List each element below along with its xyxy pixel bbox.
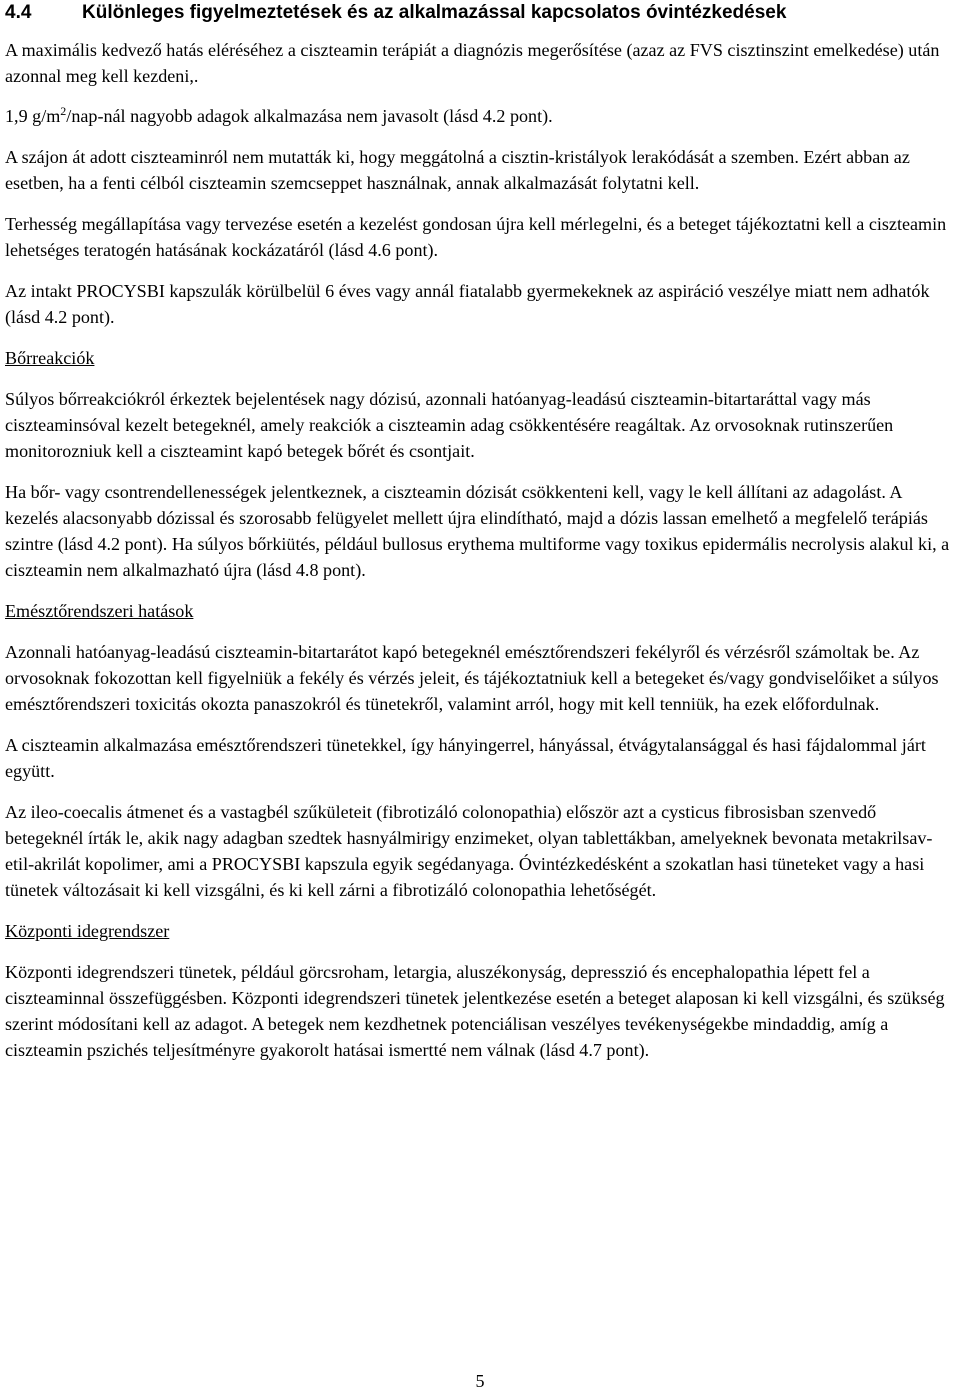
dose-text-rest: /nap-nál nagyobb adagok alkalmazása nem javasolt (lásd 4.2 pont). xyxy=(66,106,553,126)
paragraph-therapy-start: A maximális kedvező hatás eléréséhez a ciszteamin terápiát a diagnózis megerősítése (azaz az FVS cisztinszint emelkedése) után azonnal meg kell kezdeni,. xyxy=(5,40,940,86)
paragraph-gi-3: Az ileo-coecalis átmenet és a vastagbél szűkületeit (fibrotizáló colonopathia) először azt a cysticus fibrosisban szenvedő betegeknél írták le, akik nagy adagban szedtek hasnyálmirigy enzimeket, olyan tablettákban, amelyeknek bevonata metakrilsav-etil-akrilát kopolimer, ami a PROCYSBI kapszula egyik segédanyaga. Óvintézkedésként a szokatlan hasi tüneteket vagy a hasi tünetek változásait ki kell vizsgálni, és ki kell zárni a fibrotizáló colonopathia lehetőségét. xyxy=(5,802,933,900)
paragraph-dose-limit xyxy=(5,103,957,129)
section-heading xyxy=(5,0,957,26)
dose-superscript: 2 xyxy=(60,103,67,118)
section-number: 4.4 xyxy=(5,2,32,23)
paragraph-pregnancy: Terhesség megállapítása vagy tervezése esetén a kezelést gondosan újra kell mérlegelni, és a beteget tájékoztatni kell a ciszteamin lehetséges teratogén hatásának kockázatáról (lásd 4.6 pont). xyxy=(5,214,947,260)
dose-text: 1,9 g/m xyxy=(5,106,61,126)
section-title: Különleges figyelmeztetések és az alkalmazással kapcsolatos óvintézkedések xyxy=(82,2,787,23)
paragraph-gi-2: A ciszteamin alkalmazása emésztőrendszeri tünetekkel, így hányingerrel, hányással, étvágytalansággal és hasi fájdalommal járt együtt. xyxy=(5,735,926,781)
paragraph-capsules-children: Az intakt PROCYSBI kapszulák körülbelül 6 éves vagy annál fiatalabb gyermekeknek az aspiráció veszélye miatt nem adhatók (lásd 4.2 pont). xyxy=(5,281,930,327)
subheading-gastrointestinal: Emésztőrendszeri hatások xyxy=(5,601,194,621)
document-page xyxy=(5,0,957,1074)
subheading-cns: Központi idegrendszer xyxy=(5,921,170,941)
paragraph-skin-2: Ha bőr- vagy csontrendellenességek jelentkeznek, a ciszteamin dózisát csökkenteni kell, vagy le kell állítani az adagolást. A kezelés alacsonyabb dózissal és szorosabb felügyelet mellett újra elindítható, majd a dózis lassan emelhető a megfelelő terápiás szintre (lásd 4.2 pont). Ha súlyos bőrkiütés, például bullosus erythema multiforme vagy toxikus epidermális necrolysis alakul ki, a ciszteamin nem alkalmazható újra (lásd 4.8 pont). xyxy=(5,482,950,580)
page-number: 5 xyxy=(475,1371,485,1391)
paragraph-eye-drops: A szájon át adott ciszteaminról nem mutatták ki, hogy meggátolná a cisztin-kristályok lerakódását a szemben. Ezért abban az esetben, ha a fenti célból ciszteamin szemcseppet használnak, annak alkalmazását folytatni kell. xyxy=(5,147,910,193)
paragraph-skin-1: Súlyos bőrreakciókról érkeztek bejelentések nagy dózisú, azonnali hatóanyag-leadású ciszteamin-bitartaráttal vagy más ciszteaminsóval kezelt betegeknél, amely reakciók a ciszteamin adag csökkentésére reagáltak. Az orvosoknak rutinszerűen monitorozniuk kell a ciszteamint kapó betegek bőrét és csontjait. xyxy=(5,389,894,461)
subheading-skin-reactions: Bőrreakciók xyxy=(5,348,95,368)
paragraph-gi-1: Azonnali hatóanyag-leadású ciszteamin-bitartarátot kapó betegeknél emésztőrendszeri fekélyről és vérzésről számoltak be. Az orvosoknak fokozottan kell figyelniük a fekély és vérzés jeleit, és tájékoztatniuk kell a betegeket és/vagy gondviselőiket a súlyos emésztőrendszeri toxicitás okozta panaszokról és tünetekről, valamint arról, hogy mit kell tenniük, ha ezek előfordulnak. xyxy=(5,642,939,714)
paragraph-cns-1: Központi idegrendszeri tünetek, például görcsroham, letargia, aluszékonyság, depresszió és encephalopathia lépett fel a ciszteaminnal összefüggésben. Központi idegrendszeri tünetek jelentkezése esetén a beteget alaposan ki kell vizsgálni, és szükség szerint módosítani kell az adagot. A betegek nem kezdhetnek potenciálisan veszélyes tevékenységekbe mindaddig, amíg a ciszteamin pszichés teljesítményre gyakorolt hatásai ismertté nem válnak (lásd 4.7 pont). xyxy=(5,962,945,1060)
